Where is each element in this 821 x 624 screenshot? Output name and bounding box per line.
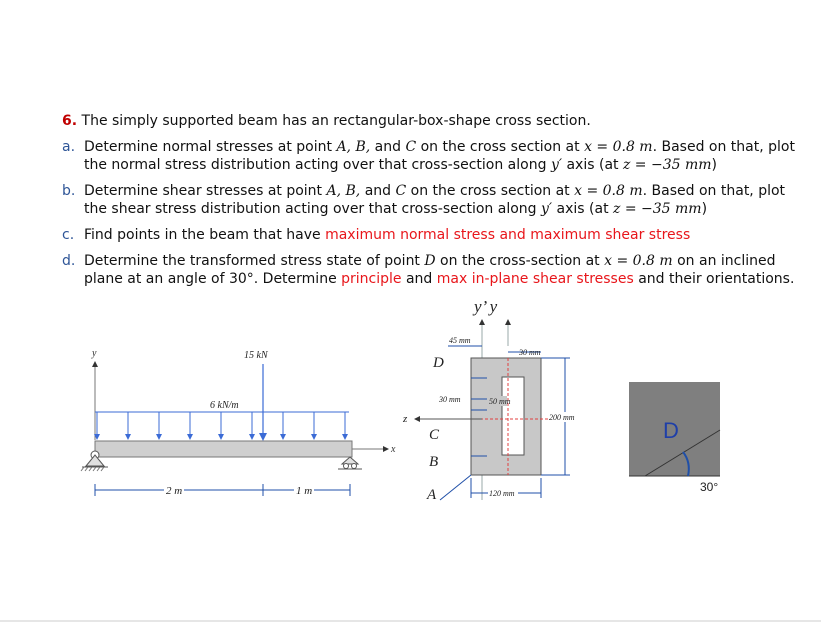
footer-divider: [0, 620, 821, 622]
item-d-text: and: [401, 271, 437, 287]
cross-section: [402, 320, 580, 503]
section-hollow: [502, 377, 524, 455]
element-D-label: D: [663, 418, 679, 443]
item-d-highlight: max in-plane shear stresses: [436, 271, 634, 287]
item-a-math: x = 0.8 m: [584, 139, 653, 155]
item-b-text: axis (at: [552, 201, 614, 217]
y-prime-y-label: y’ y: [474, 297, 498, 316]
item-b-text: ): [701, 201, 708, 217]
dim-50: 50 mm: [489, 397, 511, 406]
item-c-highlight: maximum normal stress and maximum shear stress: [325, 227, 691, 243]
item-a-math: y′: [550, 157, 563, 173]
item-a-math: C: [405, 139, 417, 155]
dim-200: 200 mm: [549, 413, 575, 422]
item-a-label: a.: [62, 139, 76, 155]
item-a-text: on the cross section at: [416, 139, 585, 155]
point-load-label: 15 kN: [244, 350, 268, 361]
item-c-label: c.: [62, 227, 75, 243]
statement-text: The simply supported beam has an rectangular-box-shape cross section.: [81, 113, 591, 129]
item-b-label: b.: [62, 183, 76, 199]
dim-30-top: 30 mm: [519, 348, 541, 357]
item-b-math: y′: [541, 201, 553, 217]
dim-120: 120 mm: [489, 489, 515, 498]
item-b-math: C: [395, 183, 407, 199]
dim-1m: 1 m: [296, 485, 313, 497]
item-a-text: Determine normal stresses at point: [84, 139, 337, 155]
item-d-text: Determine the transformed stress state of point: [84, 253, 425, 269]
item-d-text: on an inclined plane at an angle of 30°. Determine: [84, 253, 776, 287]
distributed-load-label: 6 kN/m: [210, 400, 239, 411]
problem-number: 6.: [62, 113, 78, 129]
item-a-text: and: [370, 139, 406, 155]
item-d-math: x = 0.8 m: [604, 253, 673, 269]
item-a-text: ): [711, 157, 717, 173]
item-a-math: A, B,: [336, 139, 371, 155]
item-d-label: d.: [62, 253, 76, 269]
z-axis-label: z: [403, 413, 408, 425]
distributed-load-arrows: [94, 412, 348, 440]
dim-2m: 2 m: [166, 485, 183, 497]
item-d-math: D: [424, 253, 436, 269]
item-b-math: A, B,: [326, 183, 361, 199]
item-d-highlight: principle: [341, 271, 402, 287]
point-D-label: D: [433, 355, 444, 371]
dim-30-left: 30 mm: [439, 395, 461, 404]
point-load-head: [259, 433, 267, 441]
beam-diagram: [81, 348, 396, 497]
item-b-math: z = −35 mm: [613, 201, 702, 217]
item-b-math: x = 0.8 m: [574, 183, 643, 199]
point-B-label: B: [429, 454, 439, 470]
dim-45: 45 mm: [449, 336, 471, 345]
point-A-label: A: [427, 487, 437, 503]
item-d-text: on the cross-section at: [435, 253, 605, 269]
roller-support-right: [338, 457, 362, 469]
beam-body: [95, 441, 352, 457]
angle-label: 30°: [700, 480, 719, 494]
beam-y-label: y: [92, 348, 97, 359]
item-b-text: and: [360, 183, 396, 199]
item-d-text: and their orientations.: [633, 271, 795, 287]
item-b-text: . Based on that, plot the shear stress distribution acting over that cross-section along: [84, 183, 786, 217]
item-b-text: on the cross section at: [406, 183, 575, 199]
point-A-leader: [440, 475, 471, 500]
point-C-label: C: [429, 427, 440, 443]
item-a-text: . Based on that, plot the normal stress distribution acting over that cross-section along: [84, 139, 795, 173]
stress-element: [629, 382, 720, 494]
beam-x-label: x: [391, 444, 396, 455]
item-c-text: Find points in the beam that have: [84, 227, 326, 243]
item-a-math: z = −35 mm: [622, 157, 712, 173]
item-a-text: axis (at: [562, 157, 623, 173]
item-b-text: Determine shear stresses at point: [84, 183, 327, 199]
